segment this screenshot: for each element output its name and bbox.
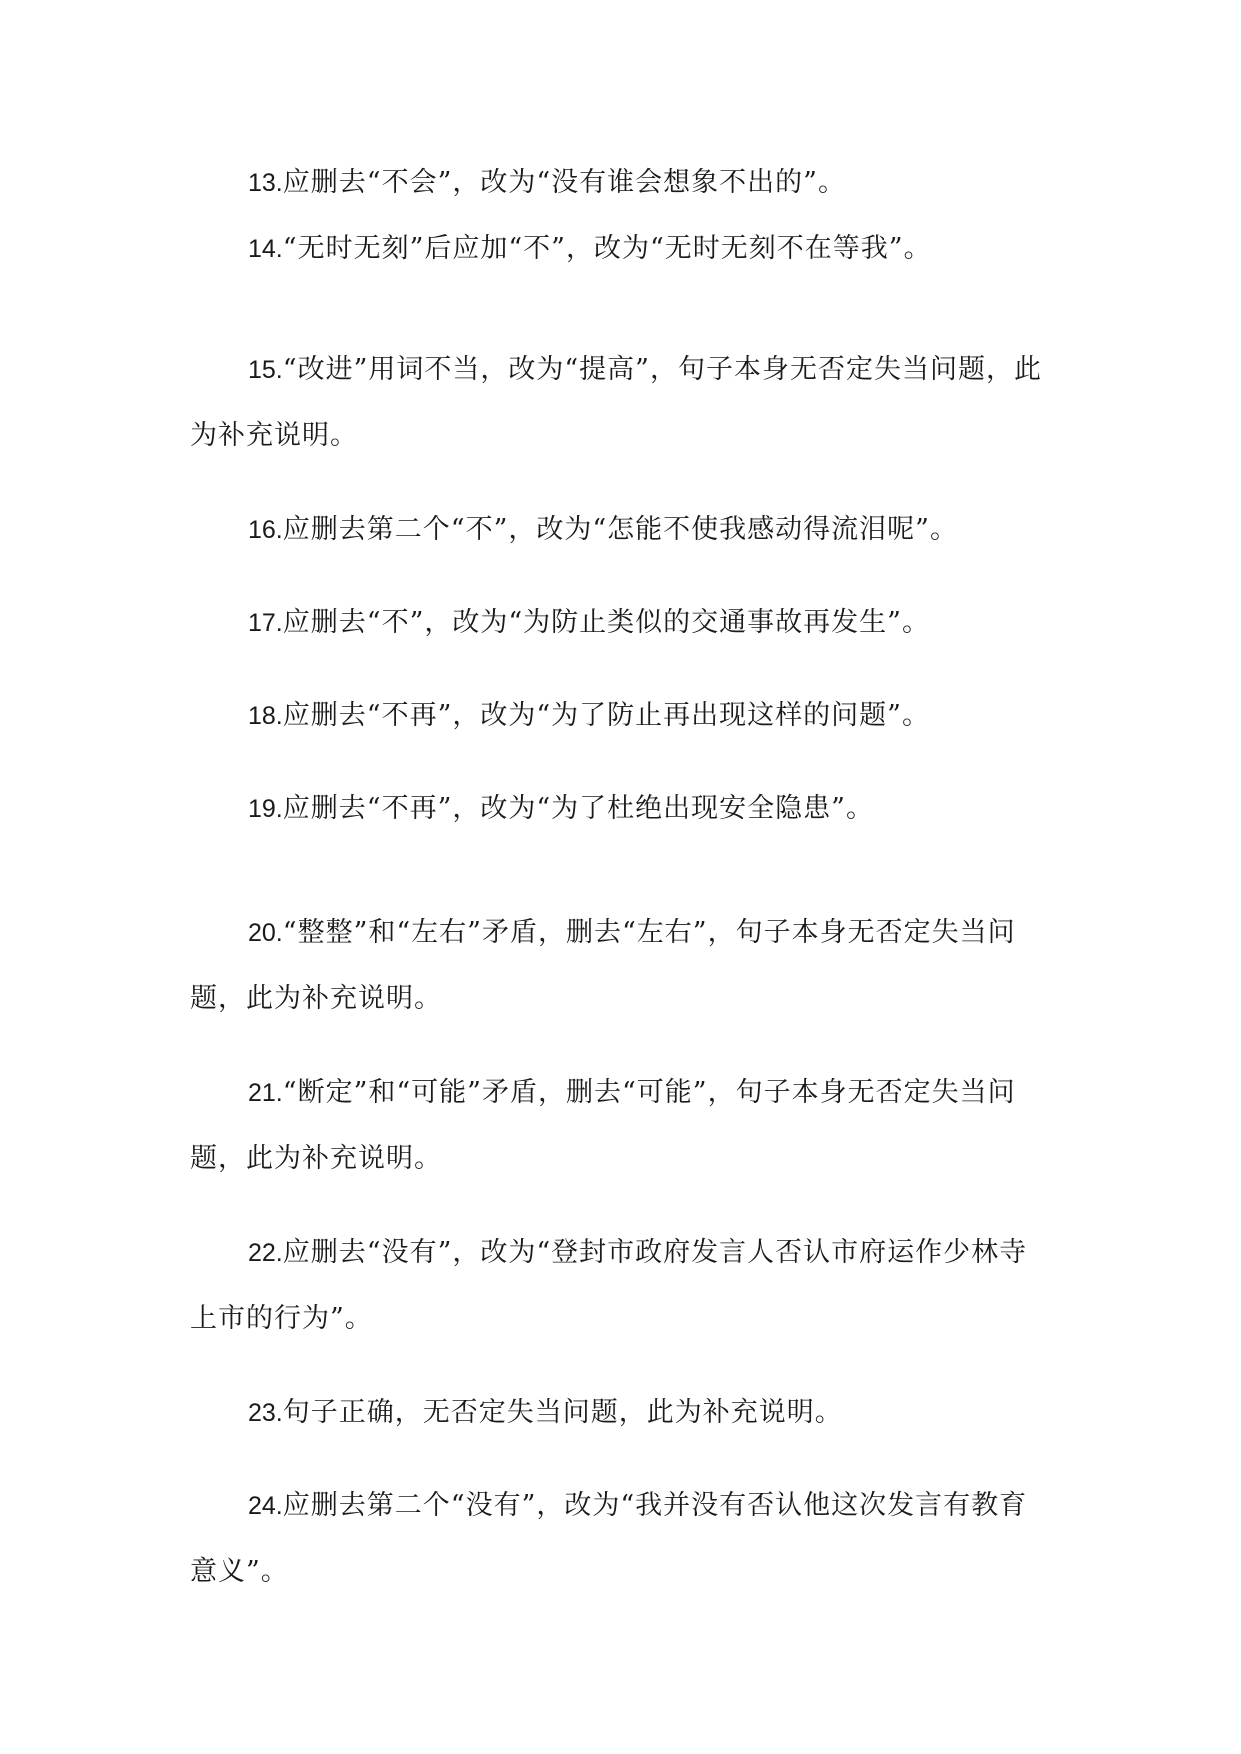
item-number: 13. xyxy=(248,169,283,197)
answer-item-18 xyxy=(190,683,1052,749)
item-text: “整整”和“左右”矛盾，删去“左右”，句子本身无否定失当问题，此为补充说明。 xyxy=(190,917,1016,1014)
answer-item-14 xyxy=(190,216,1052,282)
answer-item-13 xyxy=(190,150,1052,216)
item-text: 应删去“没有”，改为“登封市政府发言人否认市府运作少林寺上市的行为”。 xyxy=(190,1237,1028,1334)
item-text: 应删去第二个“没有”，改为“我并没有否认他这次发言有教育意义”。 xyxy=(190,1490,1028,1587)
item-number: 21. xyxy=(248,1079,283,1107)
answer-item-22 xyxy=(190,1220,1052,1352)
item-text: 应删去“不会”，改为“没有谁会想象不出的”。 xyxy=(282,167,846,198)
item-number: 22. xyxy=(248,1239,283,1267)
item-text: 应删去“不再”，改为“为了杜绝出现安全隐患”。 xyxy=(282,793,874,824)
item-text: 应删去“不”，改为“为防止类似的交通事故再发生”。 xyxy=(282,607,930,638)
answer-item-21 xyxy=(190,1060,1052,1192)
item-number: 23. xyxy=(248,1399,283,1427)
answer-item-19 xyxy=(190,776,1052,842)
item-text: “无时无刻”后应加“不”，改为“无时无刻不在等我”。 xyxy=(282,233,932,264)
answer-item-15 xyxy=(190,337,1052,469)
item-number: 19. xyxy=(248,795,283,823)
item-number: 14. xyxy=(248,235,283,263)
item-number: 18. xyxy=(248,702,283,730)
answer-item-16 xyxy=(190,497,1052,563)
item-text: “改进”用词不当，改为“提高”，句子本身无否定失当问题，此为补充说明。 xyxy=(190,354,1042,451)
answer-item-20 xyxy=(190,900,1052,1032)
answer-item-17 xyxy=(190,590,1052,656)
item-text: 应删去第二个“不”，改为“怎能不使我感动得流泪呢”。 xyxy=(282,514,958,545)
item-number: 24. xyxy=(248,1492,283,1520)
item-number: 16. xyxy=(248,516,283,544)
item-text: “断定”和“可能”矛盾，删去“可能”，句子本身无否定失当问题，此为补充说明。 xyxy=(190,1077,1016,1174)
item-number: 15. xyxy=(248,356,283,384)
answer-item-24 xyxy=(190,1473,1052,1605)
item-text: 句子正确，无否定失当问题，此为补充说明。 xyxy=(282,1397,843,1428)
item-text: 应删去“不再”，改为“为了防止再出现这样的问题”。 xyxy=(282,700,930,731)
answer-item-23 xyxy=(190,1380,1052,1446)
item-number: 17. xyxy=(248,609,283,637)
item-number: 20. xyxy=(248,919,283,947)
